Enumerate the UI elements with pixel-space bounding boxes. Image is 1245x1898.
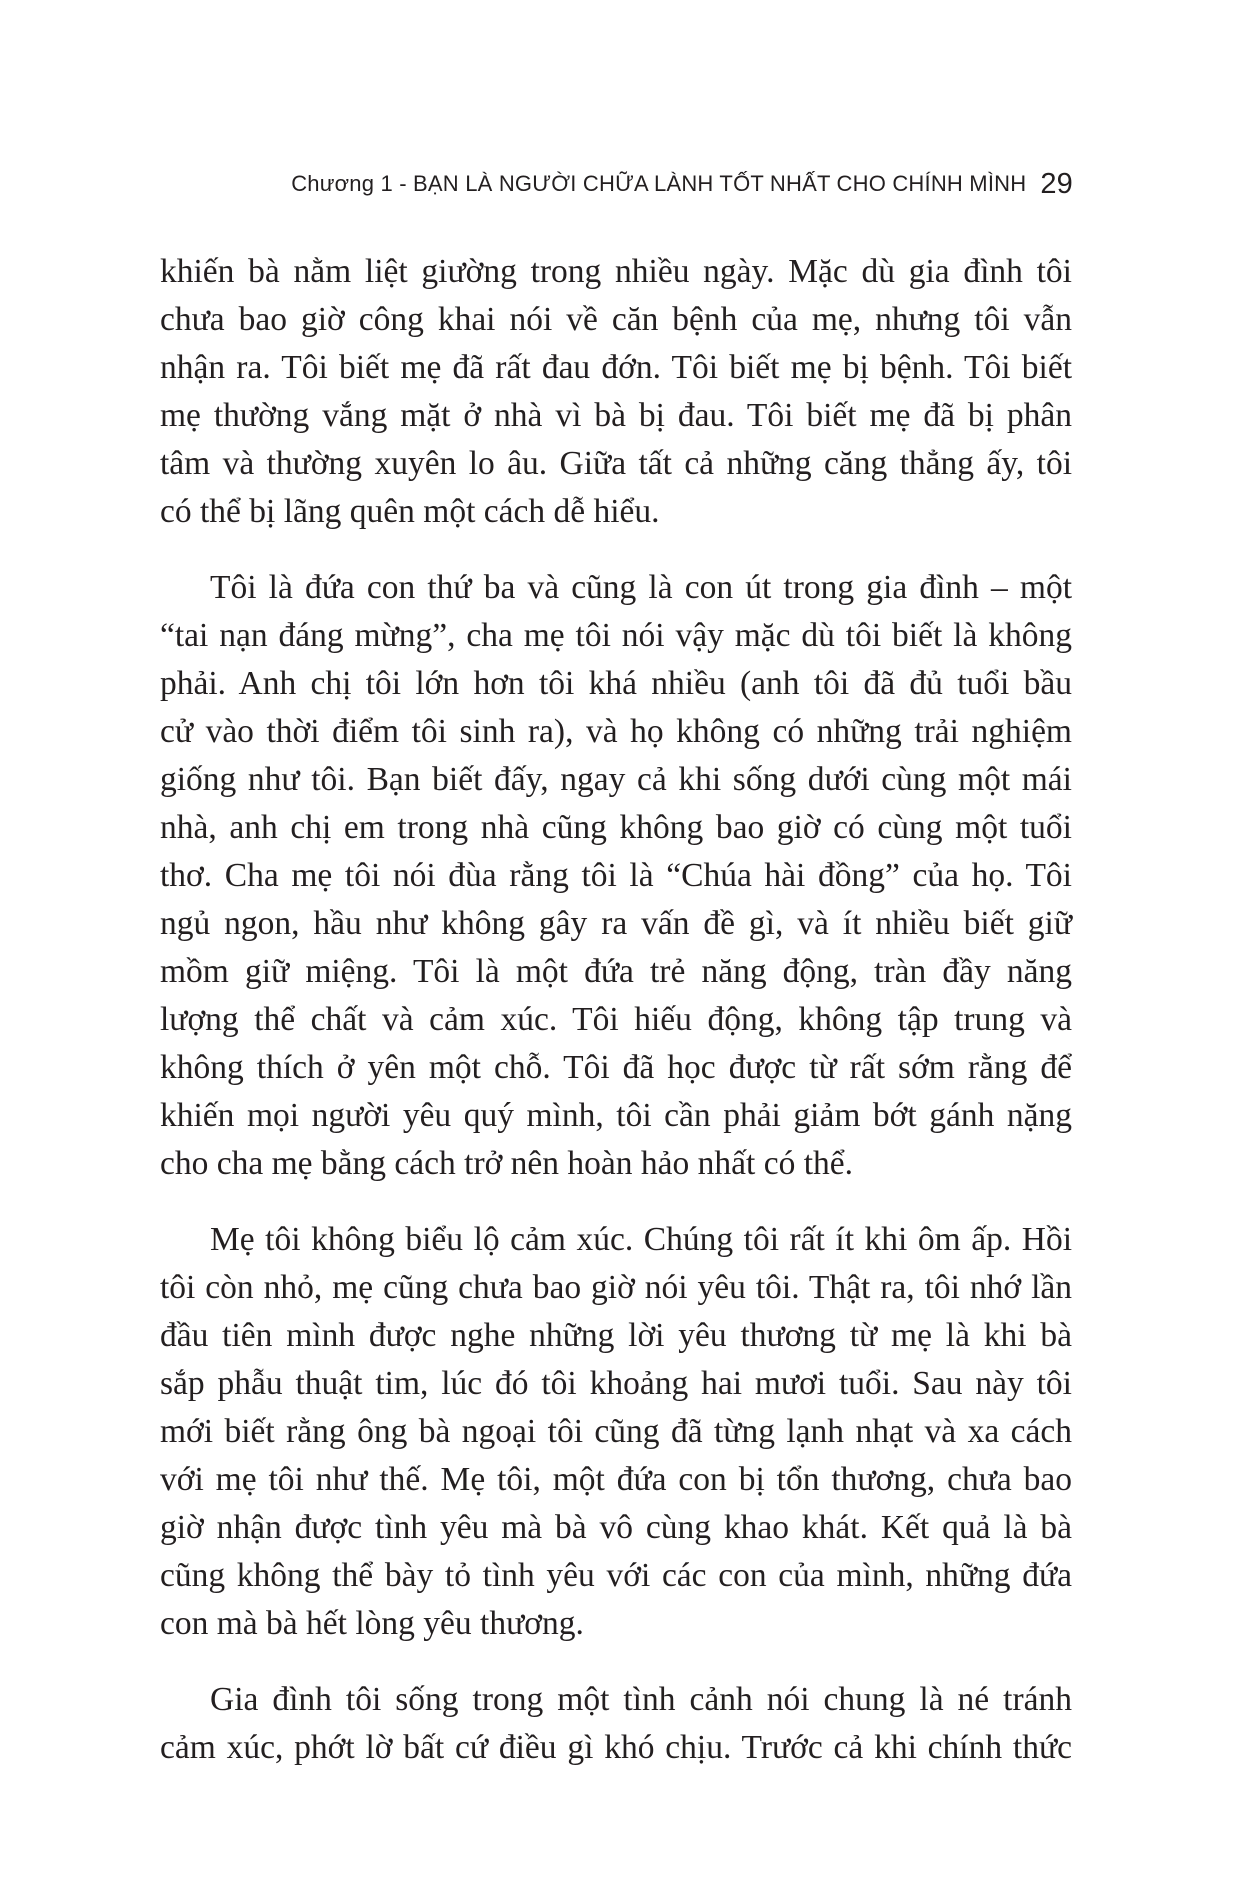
text-line: cũng không thể bày tỏ tình yêu với các con của mình, những đứa <box>160 1557 1072 1594</box>
text-line: con mà bà hết lòng yêu thương. <box>160 1605 584 1642</box>
text-line: Tôi là đứa con thứ ba và cũng là con út trong gia đình – một <box>210 569 1072 606</box>
text-line: tâm và thường xuyên lo âu. Giữa tất cả những căng thẳng ấy, tôi <box>160 445 1072 482</box>
text-line: chưa bao giờ công khai nói về căn bệnh của mẹ, nhưng tôi vẫn <box>160 301 1072 338</box>
body-text <box>160 248 1072 1800</box>
text-line: nhà, anh chị em trong nhà cũng không bao giờ có cùng một tuổi <box>160 809 1072 846</box>
text-line: lượng thể chất và cảm xúc. Tôi hiếu động, không tập trung và <box>160 1001 1072 1038</box>
page-number: 29 <box>1040 168 1073 200</box>
text-line: nhận ra. Tôi biết mẹ đã rất đau đớn. Tôi biết mẹ bị bệnh. Tôi biết <box>160 349 1072 386</box>
chapter-title: BẠN LÀ NGƯỜI CHỮA LÀNH TỐT NHẤT CHO CHÍNH MÌNH <box>413 171 1027 196</box>
text-line: sắp phẫu thuật tim, lúc đó tôi khoảng hai mươi tuổi. Sau này tôi <box>160 1365 1072 1402</box>
text-line: cho cha mẹ bằng cách trở nên hoàn hảo nhất có thể. <box>160 1145 854 1182</box>
paragraph <box>160 248 1072 536</box>
text-line: đầu tiên mình được nghe những lời yêu thương từ mẹ là khi bà <box>160 1317 1072 1354</box>
text-line: mẹ thường vắng mặt ở nhà vì bà bị đau. Tôi biết mẹ đã bị phân <box>160 397 1072 434</box>
text-line: ngủ ngon, hầu như không gây ra vấn đề gì, và ít nhiều biết giữ <box>160 905 1072 942</box>
running-header <box>291 168 1073 201</box>
text-line: không thích ở yên một chỗ. Tôi đã học được từ rất sớm rằng để <box>160 1049 1072 1086</box>
text-line: mới biết rằng ông bà ngoại tôi cũng đã từng lạnh nhạt và xa cách <box>160 1413 1072 1450</box>
paragraph <box>160 1216 1072 1648</box>
text-line: cảm xúc, phớt lờ bất cứ điều gì khó chịu. Trước cả khi chính thức <box>160 1729 1072 1766</box>
text-line: Gia đình tôi sống trong một tình cảnh nói chung là né tránh <box>210 1681 1072 1718</box>
text-line: giờ nhận được tình yêu mà bà vô cùng khao khát. Kết quả là bà <box>160 1509 1072 1546</box>
paragraph <box>160 564 1072 1188</box>
text-line: có thể bị lãng quên một cách dễ hiểu. <box>160 493 660 530</box>
chapter-label: Chương 1 - <box>291 171 414 196</box>
text-line: khiến bà nằm liệt giường trong nhiều ngày. Mặc dù gia đình tôi <box>160 253 1072 290</box>
text-line: với mẹ tôi như thế. Mẹ tôi, một đứa con bị tổn thương, chưa bao <box>160 1461 1072 1498</box>
text-line: thơ. Cha mẹ tôi nói đùa rằng tôi là “Chúa hài đồng” của họ. Tôi <box>160 857 1072 894</box>
text-line: tôi còn nhỏ, mẹ cũng chưa bao giờ nói yêu tôi. Thật ra, tôi nhớ lần <box>160 1269 1072 1306</box>
text-line: “tai nạn đáng mừng”, cha mẹ tôi nói vậy mặc dù tôi biết là không <box>160 617 1072 654</box>
text-line: khiến mọi người yêu quý mình, tôi cần phải giảm bớt gánh nặng <box>160 1097 1072 1134</box>
text-line: giống như tôi. Bạn biết đấy, ngay cả khi sống dưới cùng một mái <box>160 761 1072 798</box>
text-line: phải. Anh chị tôi lớn hơn tôi khá nhiều (anh tôi đã đủ tuổi bầu <box>160 665 1072 702</box>
text-line: cử vào thời điểm tôi sinh ra), và họ không có những trải nghiệm <box>160 713 1072 750</box>
text-line: mồm giữ miệng. Tôi là một đứa trẻ năng động, tràn đầy năng <box>160 953 1072 990</box>
paragraph <box>160 1676 1072 1772</box>
text-line: Mẹ tôi không biểu lộ cảm xúc. Chúng tôi rất ít khi ôm ấp. Hồi <box>210 1221 1072 1258</box>
